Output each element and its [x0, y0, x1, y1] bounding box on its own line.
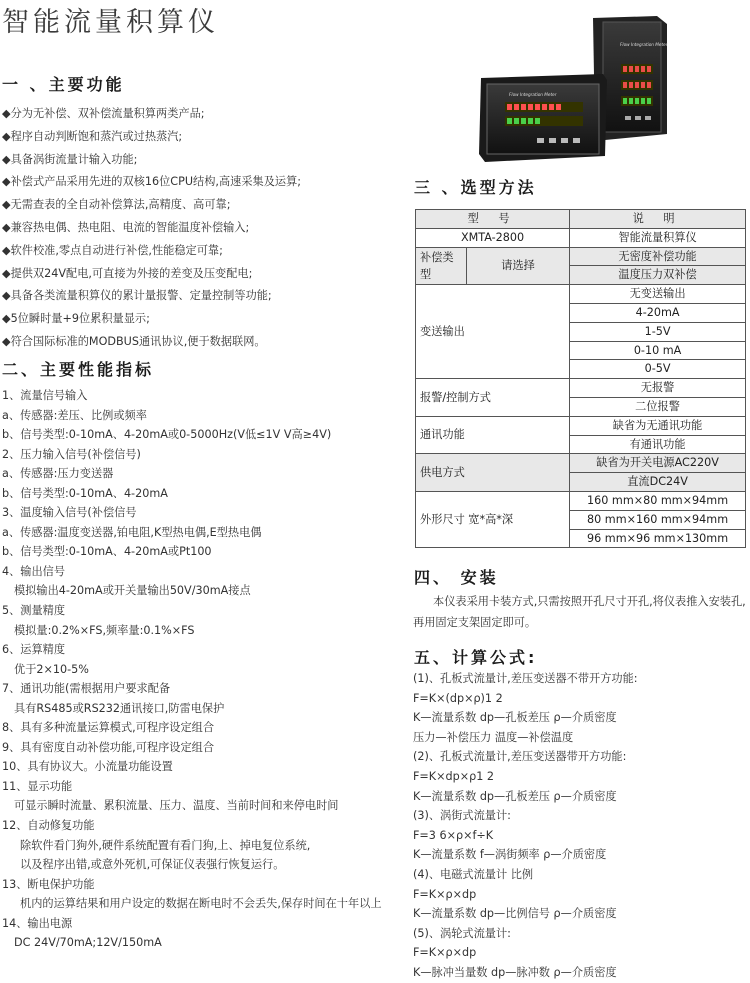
section-formula-heading: 五、计算公式: — [414, 648, 538, 667]
list-item: 11、显示功能 — [2, 779, 73, 793]
list-item: 5、测量精度 — [2, 604, 66, 618]
list-item: a、传感器:温度变送器,铂电阻,K型热电偶,E型热电偶 — [2, 525, 262, 539]
table-cell: 智能流量积算仪 — [570, 228, 746, 247]
formula-list — [413, 669, 748, 983]
device-label-side: Flow Integration Meter — [620, 42, 668, 47]
table-cell: 供电方式 — [416, 454, 570, 492]
list-item: 2、压力输入信号(补偿信号) — [2, 447, 141, 461]
list-item: ◆具备涡街流量计输入功能; — [2, 152, 138, 166]
table-row — [416, 210, 746, 229]
features-list — [2, 103, 402, 354]
table-cell: 温度压力双补偿 — [570, 266, 746, 285]
list-item: 6、运算精度 — [2, 643, 66, 657]
list-item: K—流量系数 dp—孔板差压 ρ—介质密度 — [413, 789, 617, 803]
table-cell: 补偿类型 — [416, 247, 467, 285]
list-item: (3)、涡街式流量计: — [413, 809, 511, 823]
list-item: F=K×ρ×dp — [413, 887, 477, 901]
table-cell: 4-20mA — [570, 303, 746, 322]
list-item: b、信号类型:0-10mA、4-20mA — [2, 486, 168, 500]
list-item: 10、具有协议大。小流量功能设置 — [2, 760, 173, 774]
list-item: 具有RS485或RS232通讯接口,防雷电保护 — [14, 701, 225, 715]
list-item: ◆提供双24V配电,可直接为外接的差变及压变配电; — [2, 266, 253, 280]
table-cell: 0-10 mA — [570, 341, 746, 360]
selection-table — [415, 209, 746, 548]
table-cell: 报警/控制方式 — [416, 379, 570, 417]
list-item: 1、流量信号输入 — [2, 389, 88, 402]
performance-list — [2, 386, 407, 953]
table-cell: 二位报警 — [570, 397, 746, 416]
list-item: b、信号类型:0-10mA、4-20mA或0-5000Hz(V低≤1V V高≥4V) — [2, 428, 332, 442]
list-item: 13、断电保护功能 — [2, 877, 95, 891]
table-cell: 型 号 — [416, 210, 570, 229]
list-item: 4、输出信号 — [2, 564, 66, 578]
table-cell: 缺省为开关电源AC220V — [570, 454, 746, 473]
list-item: 机内的运算结果和用户设定的数据在断电时不会丢失,保存时间在十年以上 — [20, 897, 382, 911]
list-item: K—流量系数 f—涡街频率 ρ—介质密度 — [413, 848, 607, 862]
list-item: ◆软件校准,零点自动进行补偿,性能稳定可靠; — [2, 243, 223, 257]
list-item: 可显示瞬时流量、累积流量、压力、温度、当前时间和来停电时间 — [14, 799, 339, 813]
list-item: (2)、孔板式流量计,差压变送器带开方功能: — [413, 750, 627, 764]
table-cell: 外形尺寸 宽*高*深 — [416, 491, 570, 547]
list-item: (5)、涡轮式流量计: — [413, 926, 511, 940]
table-cell: XMTA-2800 — [416, 228, 570, 247]
table-cell: 缺省为无通讯功能 — [570, 416, 746, 435]
list-item: ◆兼容热电偶、热电阻、电流的智能温度补偿输入; — [2, 220, 250, 234]
table-row — [416, 247, 746, 266]
list-item: F=K×(dp×ρ)1 2 — [413, 691, 503, 705]
table-row — [416, 379, 746, 398]
list-item: F=K×dp×ρ1 2 — [413, 769, 494, 783]
table-cell: 96 mm×96 mm×130mm — [570, 529, 746, 548]
list-item: ◆符合国际标准的MODBUS通讯协议,便于数据联网。 — [2, 334, 266, 348]
list-item: 12、自动修复功能 — [2, 819, 95, 833]
table-cell: 无密度补偿功能 — [570, 247, 746, 266]
list-item: ◆5位瞬时量+9位累积量显示; — [2, 312, 150, 326]
list-item: 模拟量:0.2%×FS,频率量:0.1%×FS — [14, 623, 195, 637]
list-item: (4)、电磁式流量计 比例 — [413, 867, 534, 881]
list-item: ◆具备各类流量积算仪的累计量报警、定量控制等功能; — [2, 289, 272, 303]
list-item: DC 24V/70mA;12V/150mA — [14, 936, 162, 950]
list-item: 压力—补偿压力 温度—补偿温度 — [413, 730, 574, 744]
list-item: 8、具有多种流量运算模式,可程序设定组合 — [2, 721, 215, 735]
list-item: a、传感器:压力变送器 — [2, 467, 114, 481]
table-cell: 通讯功能 — [416, 416, 570, 454]
table-cell: 请选择 — [467, 247, 570, 285]
list-item: 优于2×10-5% — [14, 662, 89, 676]
list-item: ◆补偿式产品采用先进的双核16位CPU结构,高速采集及运算; — [2, 175, 302, 189]
list-item: 以及程序出错,或意外死机,可保证仪表强行恢复运行。 — [20, 858, 285, 872]
list-item: 9、具有密度自动补偿功能,可程序设定组合 — [2, 740, 215, 754]
device-photo — [475, 16, 675, 166]
table-row — [416, 228, 746, 247]
device-label-front: Flow Integration Meter — [509, 92, 557, 97]
table-cell: 160 mm×80 mm×94mm — [570, 491, 746, 510]
list-item: F=3 6×ρ×f÷K — [413, 828, 494, 842]
list-item: K—脉冲当量数 dp—脉冲数 ρ—介质密度 — [413, 965, 617, 979]
list-item: ◆程序自动判断饱和蒸汽或过热蒸汽; — [2, 129, 183, 143]
list-item: a、传感器:差压、比例或频率 — [2, 408, 147, 422]
list-item: (1)、孔板式流量计,差压变送器不带开方功能: — [413, 672, 638, 685]
list-item: ◆无需查表的全自动补偿算法,高精度、高可靠; — [2, 198, 231, 212]
page-title: 智能流量积算仪 — [2, 7, 219, 38]
table-cell: 说 明 — [570, 210, 746, 229]
list-item: 除软件看门狗外,硬件系统配置有看门狗,上、掉电复位系统, — [20, 838, 311, 852]
section-performance-heading: 二、主要性能指标 — [2, 360, 155, 379]
list-item: b、信号类型:0-10mA、4-20mA或Pt100 — [2, 545, 212, 559]
table-row — [416, 454, 746, 473]
list-item: 模拟输出4-20mA或开关量输出50V/30mA接点 — [14, 584, 251, 598]
table-row — [416, 491, 746, 510]
list-item: ◆分为无补偿、双补偿流量积算两类产品; — [2, 107, 205, 120]
table-cell: 无变送输出 — [570, 285, 746, 304]
list-item: K—流量系数 dp—孔板差压 ρ—介质密度 — [413, 711, 617, 725]
list-item: K—流量系数 dp—比例信号 ρ—介质密度 — [413, 907, 617, 921]
table-cell: 80 mm×160 mm×94mm — [570, 510, 746, 529]
table-row — [416, 285, 746, 304]
table-cell: 0-5V — [570, 360, 746, 379]
list-item: 14、输出电源 — [2, 916, 73, 930]
install-text: 本仪表采用卡装方式,只需按照开孔尺寸开孔,将仪表推入安装孔,再用固定支架固定即可。 — [413, 595, 746, 629]
table-cell: 直流DC24V — [570, 473, 746, 492]
table-cell: 无报警 — [570, 379, 746, 398]
table-cell: 1-5V — [570, 322, 746, 341]
list-item: 7、通讯功能(需根据用户要求配备 — [2, 682, 171, 696]
section-selection-heading: 三 、选型方法 — [414, 178, 537, 197]
table-cell: 有通讯功能 — [570, 435, 746, 454]
table-row — [416, 416, 746, 435]
section-features-heading: 一 、主要功能 — [2, 75, 125, 94]
list-item: 3、温度输入信号(补偿信号 — [2, 506, 137, 520]
list-item: F=K×ρ×dp — [413, 946, 477, 960]
table-cell: 变送输出 — [416, 285, 570, 379]
section-install-heading: 四、 安装 — [414, 568, 499, 587]
